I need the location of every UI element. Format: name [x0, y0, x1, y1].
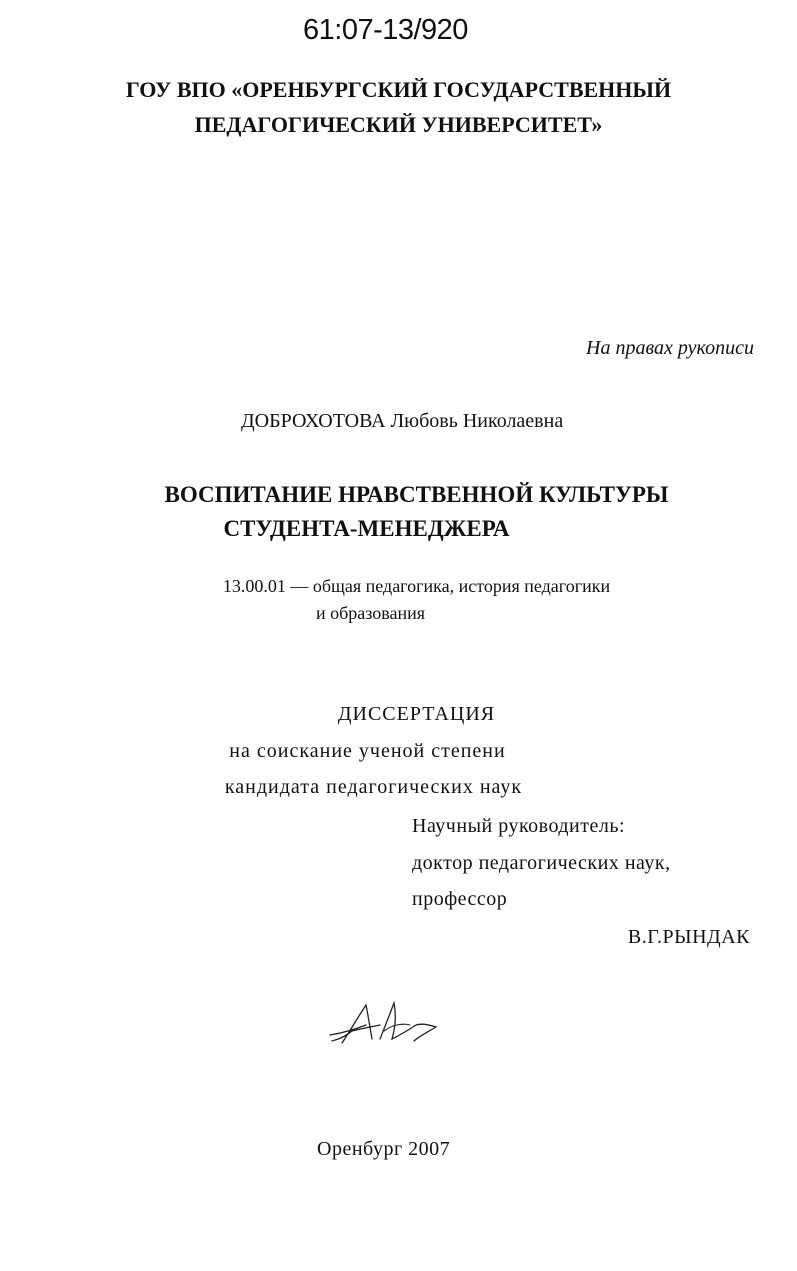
author-name: ДОБРОХОТОВА Любовь Николаевна	[241, 410, 564, 432]
advisor-title: профессор	[412, 888, 508, 910]
institution-line-2: ПЕДАГОГИЧЕСКИЙ УНИВЕРСИТЕТ»	[194, 112, 603, 137]
dissertation-title-line-1: ВОСПИТАНИЕ НРАВСТВЕННОЙ КУЛЬТУРЫ	[164, 482, 669, 507]
advisor-degree: доктор педагогических наук,	[412, 852, 671, 874]
degree-line-1: на соискание ученой степени	[229, 740, 506, 762]
dissertation-title-line-2: СТУДЕНТА-МЕНЕДЖЕРА	[223, 516, 510, 541]
advisor-label: Научный руководитель:	[412, 815, 626, 837]
specialty-line-2: и образования	[315, 603, 426, 623]
dissertation-heading: ДИССЕРТАЦИЯ	[337, 703, 496, 725]
degree-line-2: кандидата педагогических наук	[224, 776, 523, 798]
institution-line-1: ГОУ ВПО «ОРЕНБУРГСКИЙ ГОСУДАРСТВЕННЫЙ	[125, 77, 672, 102]
specialty-line-1: 13.00.01 — общая педагогика, история педагогики	[222, 576, 611, 596]
signature	[326, 995, 446, 1055]
catalog-code: 61:07-13/920	[303, 14, 468, 46]
city-year: Оренбург 2007	[317, 1138, 451, 1160]
advisor-name: В.Г.РЫНДАК	[627, 926, 750, 948]
rights-note: На правах рукописи	[586, 337, 754, 359]
